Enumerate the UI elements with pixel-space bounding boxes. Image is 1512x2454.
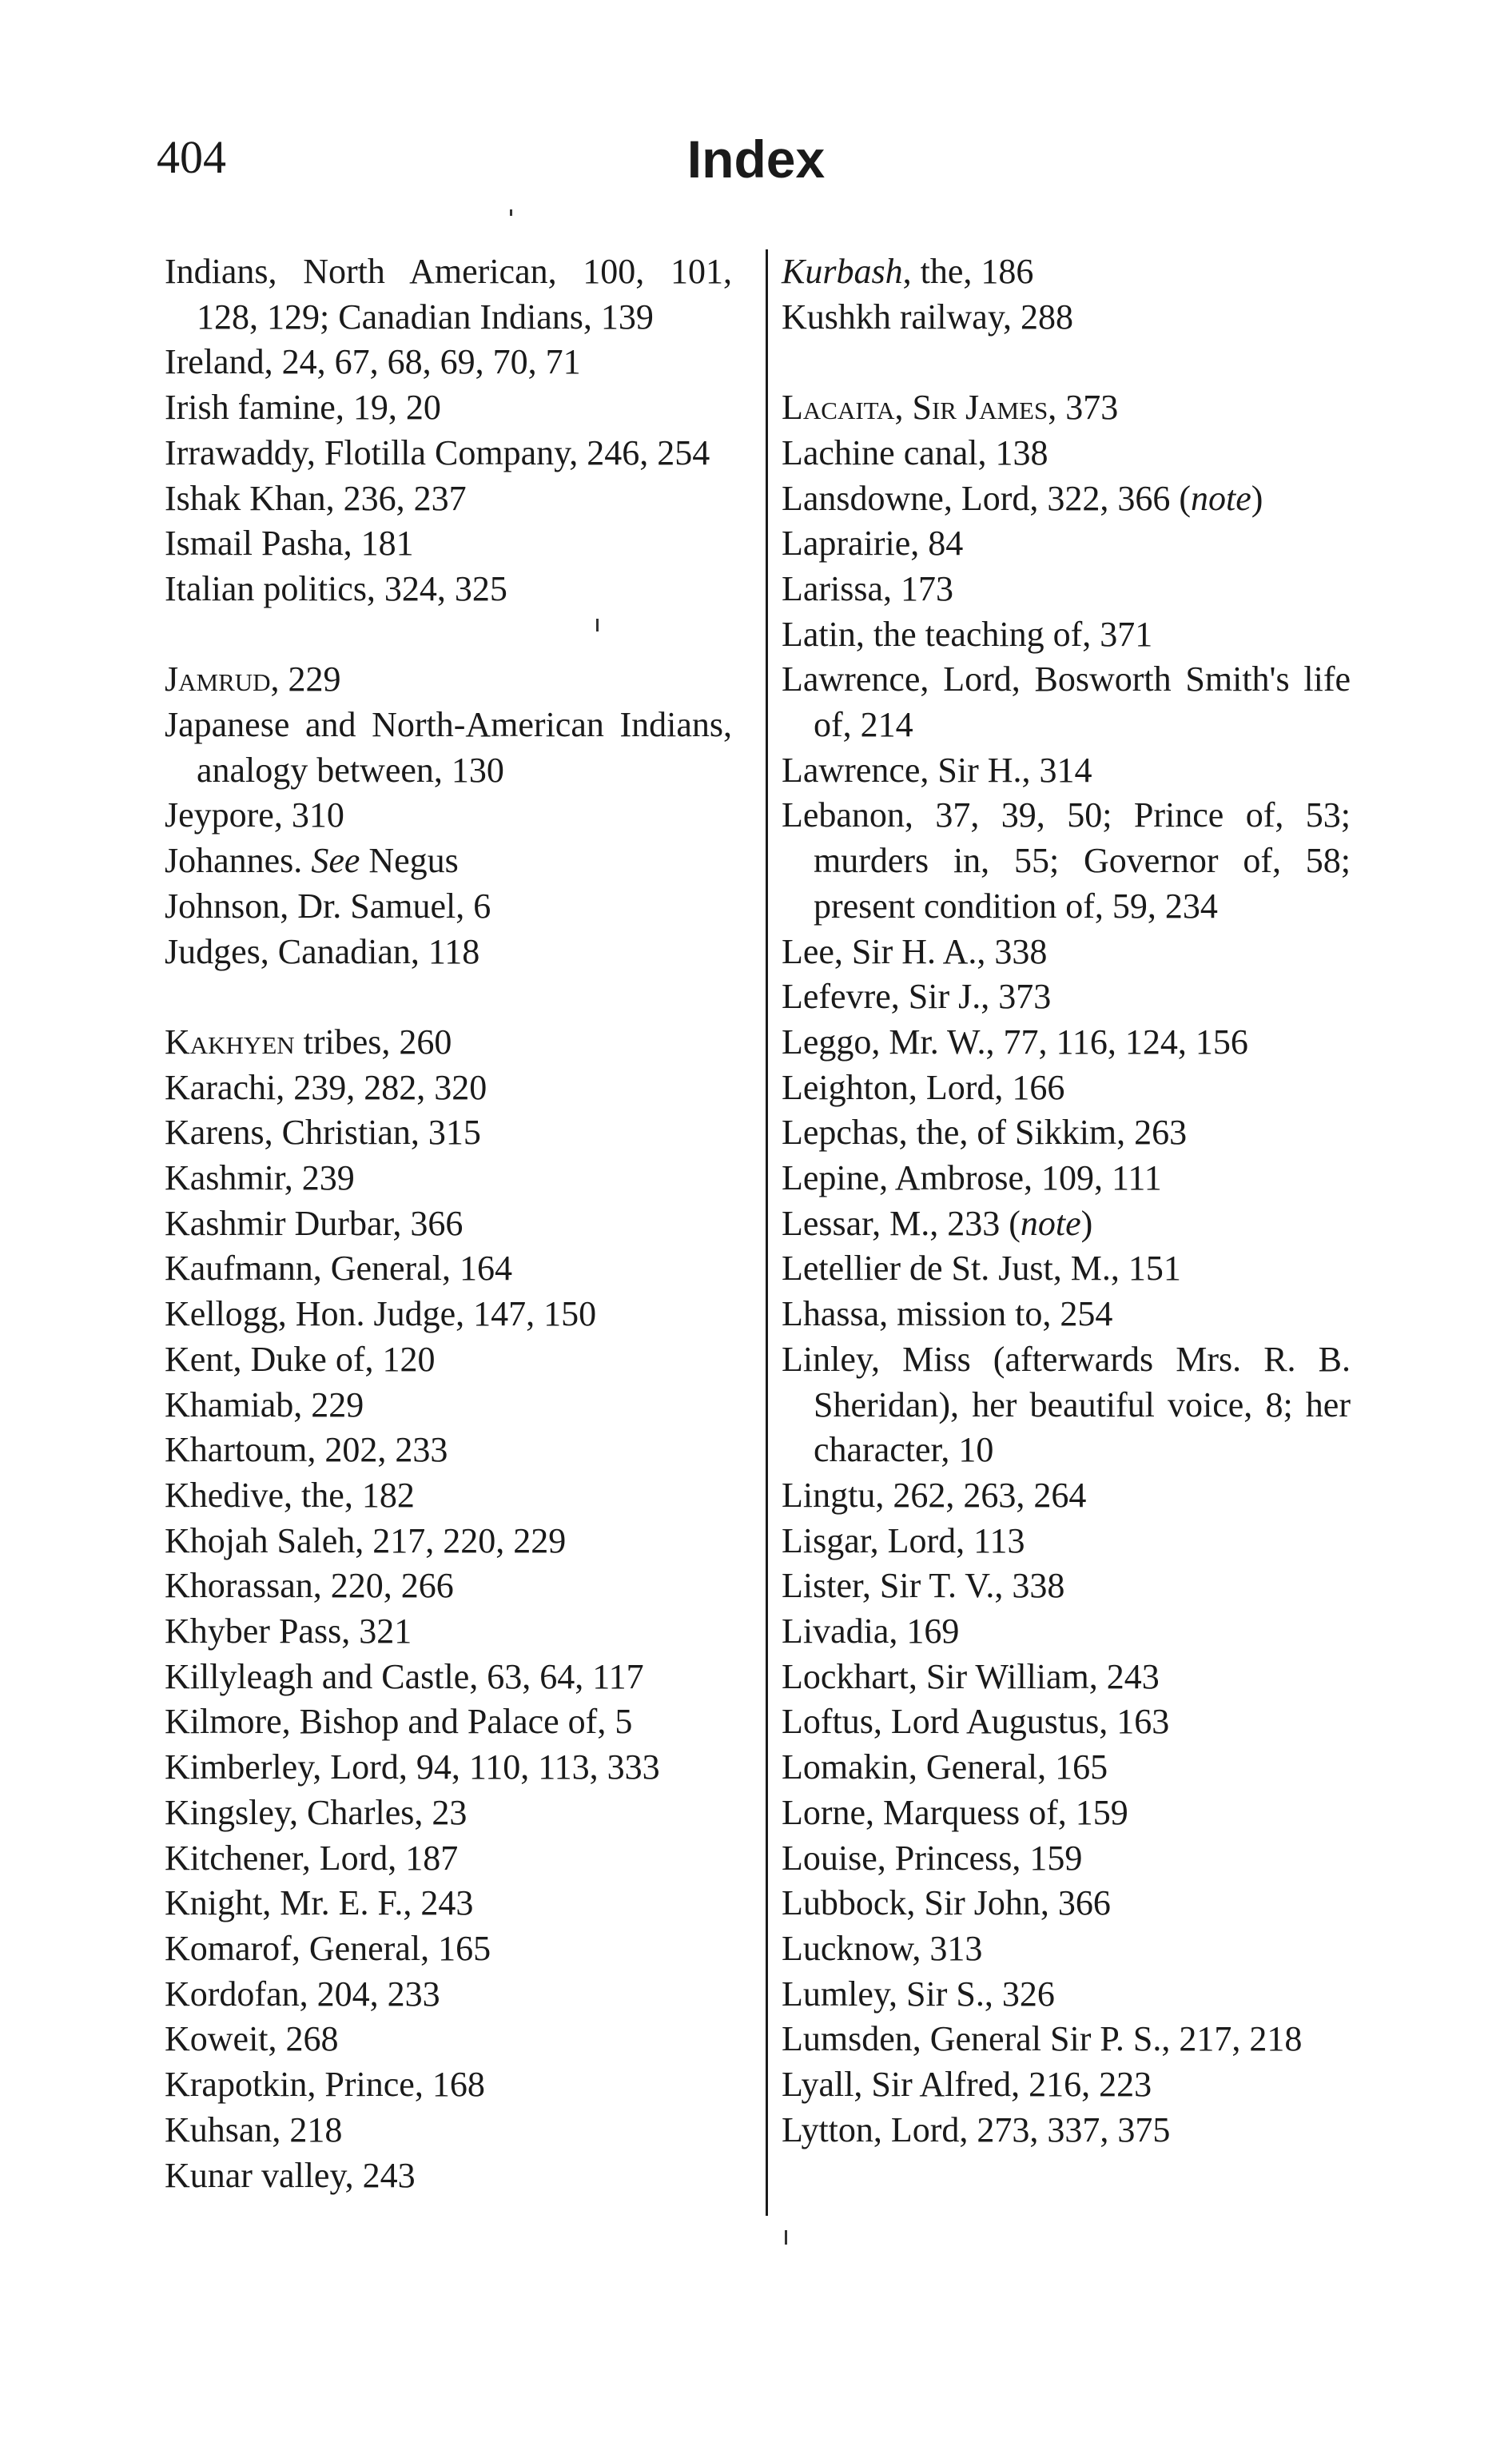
index-entry <box>782 1156 1351 1201</box>
entry-text: Kordofan, 204, 233 <box>165 1974 440 2014</box>
entry-text: Louise, Princess, 159 <box>782 1838 1083 1878</box>
entry-text: Khorassan, 220, 266 <box>165 1566 454 1606</box>
index-entry <box>782 1519 1351 1564</box>
section-gap <box>165 974 732 1020</box>
index-entry <box>782 295 1351 341</box>
entry-text: Lawrence, Lord, Bosworth Smith's life of, 214 <box>782 659 1351 745</box>
entry-text: Latin, the teaching of, 371 <box>782 614 1153 654</box>
index-entry <box>165 1383 732 1428</box>
section-gap <box>165 612 732 658</box>
index-entry <box>165 1428 732 1473</box>
entry-text: Lansdowne, Lord, 322, 366 ( <box>782 478 1192 518</box>
index-entry <box>782 1926 1351 1972</box>
entry-text: tribes, 260 <box>294 1022 452 1062</box>
index-entry <box>782 1337 1351 1473</box>
column-divider <box>766 249 768 2216</box>
entry-text: Laprairie, 84 <box>782 524 964 564</box>
entry-text: Lhassa, mission to, 254 <box>782 1294 1113 1334</box>
index-entry <box>782 1655 1351 1700</box>
entry-text: Khamiab, 229 <box>165 1384 364 1424</box>
index-column-left <box>165 249 732 2198</box>
index-entry <box>165 2062 732 2108</box>
entry-text: Knight, Mr. E. F., 243 <box>165 1883 474 1923</box>
entry-sc: Jamrud <box>165 659 271 699</box>
entry-it: Kurbash <box>782 252 903 291</box>
entry-text: Lepchas, the, of Sikkim, 263 <box>782 1113 1188 1153</box>
entry-text: Komarof, General, 165 <box>165 1928 491 1968</box>
page-number: 404 <box>157 131 226 183</box>
index-entry <box>165 521 732 567</box>
entry-text: Lorne, Marquess of, 159 <box>782 1792 1128 1832</box>
index-entry <box>165 249 732 340</box>
index-entry <box>782 1881 1351 1926</box>
index-entry <box>165 657 732 703</box>
entry-text: Kushkh railway, 288 <box>782 297 1073 337</box>
entry-text: Kaufmann, General, 164 <box>165 1249 512 1289</box>
index-entry <box>165 1745 732 1791</box>
entry-text: Lefevre, Sir J., 373 <box>782 977 1052 1017</box>
print-speck <box>596 619 599 631</box>
entry-text: Lessar, M., 233 ( <box>782 1203 1021 1243</box>
entry-text: Kunar valley, 243 <box>165 2155 416 2195</box>
entry-text: Lomakin, General, 165 <box>782 1747 1108 1787</box>
entry-text: Letellier de St. Just, M., 151 <box>782 1249 1181 1289</box>
entry-text: Lubbock, Sir John, 366 <box>782 1883 1111 1923</box>
index-entry <box>165 1609 732 1655</box>
entry-text: Khedive, the, 182 <box>165 1475 415 1515</box>
index-entry <box>165 431 732 476</box>
entry-text: Linley, Miss (afterwards Mrs. R. B. Sheridan), her beautiful voice, 8; her character, 10 <box>782 1339 1351 1470</box>
entry-text: Jeypore, 310 <box>165 795 344 835</box>
entry-text: Khojah Saleh, 217, 220, 229 <box>165 1520 567 1560</box>
entry-text: Ismail Pasha, 181 <box>165 524 414 564</box>
index-entry <box>782 2062 1351 2108</box>
entry-sc: Lacaita, Sir James <box>782 388 1048 428</box>
index-entry <box>165 1110 732 1156</box>
entry-text: Ireland, 24, 67, 68, 69, 70, 71 <box>165 342 581 382</box>
index-entry <box>782 657 1351 747</box>
entry-text: Livadia, 169 <box>782 1611 960 1651</box>
entry-text: Lee, Sir H. A., 338 <box>782 931 1048 971</box>
index-entry <box>165 839 732 884</box>
index-entry <box>782 1246 1351 1292</box>
index-entry <box>782 1201 1351 1247</box>
index-entry <box>782 1972 1351 2018</box>
entry-text: Khartoum, 202, 233 <box>165 1430 448 1470</box>
index-entry <box>165 1337 732 1383</box>
index-entry <box>782 1745 1351 1791</box>
index-entry <box>165 1066 732 1111</box>
entry-text: Kashmir, 239 <box>165 1158 355 1198</box>
entry-text: Irrawaddy, Flotilla Company, 246, 254 <box>165 432 710 472</box>
entry-after: Negus <box>360 841 459 881</box>
entry-it2: note <box>1020 1203 1081 1243</box>
entry-text: Kashmir Durbar, 366 <box>165 1203 464 1243</box>
entry-sc: Kakhyen <box>165 1022 295 1062</box>
index-entry <box>165 2153 732 2199</box>
index-column-right <box>782 249 1351 2153</box>
entry-text: Kingsley, Charles, 23 <box>165 1792 468 1832</box>
index-entry <box>782 1473 1351 1519</box>
index-entry <box>165 1926 732 1972</box>
entry-text: Kuhsan, 218 <box>165 2109 343 2149</box>
entry-text: Kilmore, Bishop and Palace of, 5 <box>165 1702 633 1742</box>
entry-text: Lingtu, 262, 263, 264 <box>782 1475 1087 1515</box>
section-gap <box>782 340 1351 385</box>
entry-text: Lumley, Sir S., 326 <box>782 1974 1055 2014</box>
entry-text: Lawrence, Sir H., 314 <box>782 750 1092 790</box>
entry-text: , 373 <box>1048 388 1119 428</box>
index-entry <box>165 1791 732 1836</box>
entry-text: Kellogg, Hon. Judge, 147, 150 <box>165 1294 597 1334</box>
index-entry <box>782 476 1351 522</box>
entry-text: , the, 186 <box>902 252 1034 291</box>
index-entry <box>165 1564 732 1609</box>
entry-text: Lister, Sir T. V., 338 <box>782 1566 1065 1606</box>
entry-text: Killyleagh and Castle, 63, 64, 117 <box>165 1656 644 1696</box>
page-title: Index <box>686 129 826 189</box>
index-entry <box>165 703 732 793</box>
entry-text: Larissa, 173 <box>782 568 954 608</box>
index-entry <box>165 1292 732 1337</box>
index-entry <box>782 1066 1351 1111</box>
entry-text: Johannes. <box>165 841 303 881</box>
index-entry <box>782 2108 1351 2153</box>
index-entry <box>165 1881 732 1926</box>
index-entry <box>782 249 1351 295</box>
index-entry <box>165 1246 732 1292</box>
entry-text: Khyber Pass, 321 <box>165 1611 412 1651</box>
index-entry <box>782 930 1351 975</box>
entry-text: Koweit, 268 <box>165 2019 339 2059</box>
entry-text: Irish famine, 19, 20 <box>165 388 441 428</box>
entry-text: Lyall, Sir Alfred, 216, 223 <box>782 2065 1152 2105</box>
print-speck <box>510 209 512 216</box>
entry-text: Lucknow, 313 <box>782 1929 983 1968</box>
index-entry <box>165 1836 732 1882</box>
index-entry <box>782 1020 1351 1066</box>
entry-text: , 229 <box>270 659 341 699</box>
index-entry <box>782 2017 1351 2062</box>
index-entry <box>782 1110 1351 1156</box>
index-entry <box>782 612 1351 658</box>
entry-text: Kent, Duke of, 120 <box>165 1339 436 1379</box>
index-entry <box>782 385 1351 431</box>
entry-it: See <box>311 841 360 881</box>
index-entry <box>782 1836 1351 1882</box>
index-entry <box>782 1564 1351 1609</box>
index-entry <box>165 1201 732 1247</box>
index-entry <box>165 1972 732 2018</box>
entry-text: Lisgar, Lord, 113 <box>782 1520 1025 1560</box>
index-entry <box>165 2108 732 2153</box>
print-speck <box>785 2230 787 2245</box>
index-entry <box>165 1156 732 1201</box>
index-entry <box>165 793 732 839</box>
index-entry <box>782 521 1351 567</box>
index-entry <box>782 974 1351 1020</box>
entry-text: Lepine, Ambrose, 109, 111 <box>782 1158 1162 1198</box>
index-entry <box>165 1699 732 1745</box>
index-entry <box>782 748 1351 794</box>
index-entry <box>782 1609 1351 1655</box>
index-entry <box>165 930 732 975</box>
entry-text: Ishak Khan, 236, 237 <box>165 478 467 518</box>
entry-text: Lachine canal, 138 <box>782 432 1048 472</box>
index-entry <box>782 1791 1351 1836</box>
entry-text: Indians, North American, 100, 101, 128, 129; Canadian Indians, 139 <box>165 252 732 337</box>
index-entry <box>165 1473 732 1519</box>
index-entry <box>165 385 732 431</box>
entry-text: Johnson, Dr. Samuel, 6 <box>165 886 491 926</box>
entry-after: ) <box>1080 1203 1093 1243</box>
index-entry <box>782 1699 1351 1745</box>
entry-text: Lumsden, General Sir P. S., 217, 218 <box>782 2019 1303 2059</box>
entry-text: Lockhart, Sir William, 243 <box>782 1656 1160 1696</box>
entry-text: Italian politics, 324, 325 <box>165 568 507 608</box>
index-entry <box>165 1020 732 1066</box>
index-entry <box>165 567 732 612</box>
entry-text: Leighton, Lord, 166 <box>782 1067 1065 1107</box>
index-entry <box>165 1519 732 1564</box>
index-entry <box>782 1292 1351 1337</box>
entry-text: Lytton, Lord, 273, 337, 375 <box>782 2109 1171 2149</box>
entry-text: Krapotkin, Prince, 168 <box>165 2065 485 2105</box>
entry-text: Lebanon, 37, 39, 50; Prince of, 53; murders in, 55; Governor of, 58; present condition of, 59, 234 <box>782 795 1351 926</box>
entry-text: Kitchener, Lord, 187 <box>165 1838 459 1878</box>
entry-after: ) <box>1251 478 1263 518</box>
index-entry <box>165 340 732 385</box>
entry-text: Leggo, Mr. W., 77, 116, 124, 156 <box>782 1022 1248 1062</box>
entry-text: Loftus, Lord Augustus, 163 <box>782 1702 1170 1742</box>
entry-text: Judges, Canadian, 118 <box>165 931 480 971</box>
index-entry <box>165 476 732 522</box>
entry-text: Kimberley, Lord, 94, 110, 113, 333 <box>165 1747 660 1787</box>
entry-text: Karens, Christian, 315 <box>165 1113 481 1153</box>
index-entry <box>165 884 732 930</box>
index-entry <box>165 1655 732 1700</box>
entry-text: Japanese and North-American Indians, analogy between, 130 <box>165 705 732 790</box>
index-entry <box>782 431 1351 476</box>
index-entry <box>782 567 1351 612</box>
entry-text: Karachi, 239, 282, 320 <box>165 1067 487 1107</box>
entry-it2: note <box>1191 478 1251 518</box>
index-entry <box>782 793 1351 929</box>
index-entry <box>165 2017 732 2062</box>
